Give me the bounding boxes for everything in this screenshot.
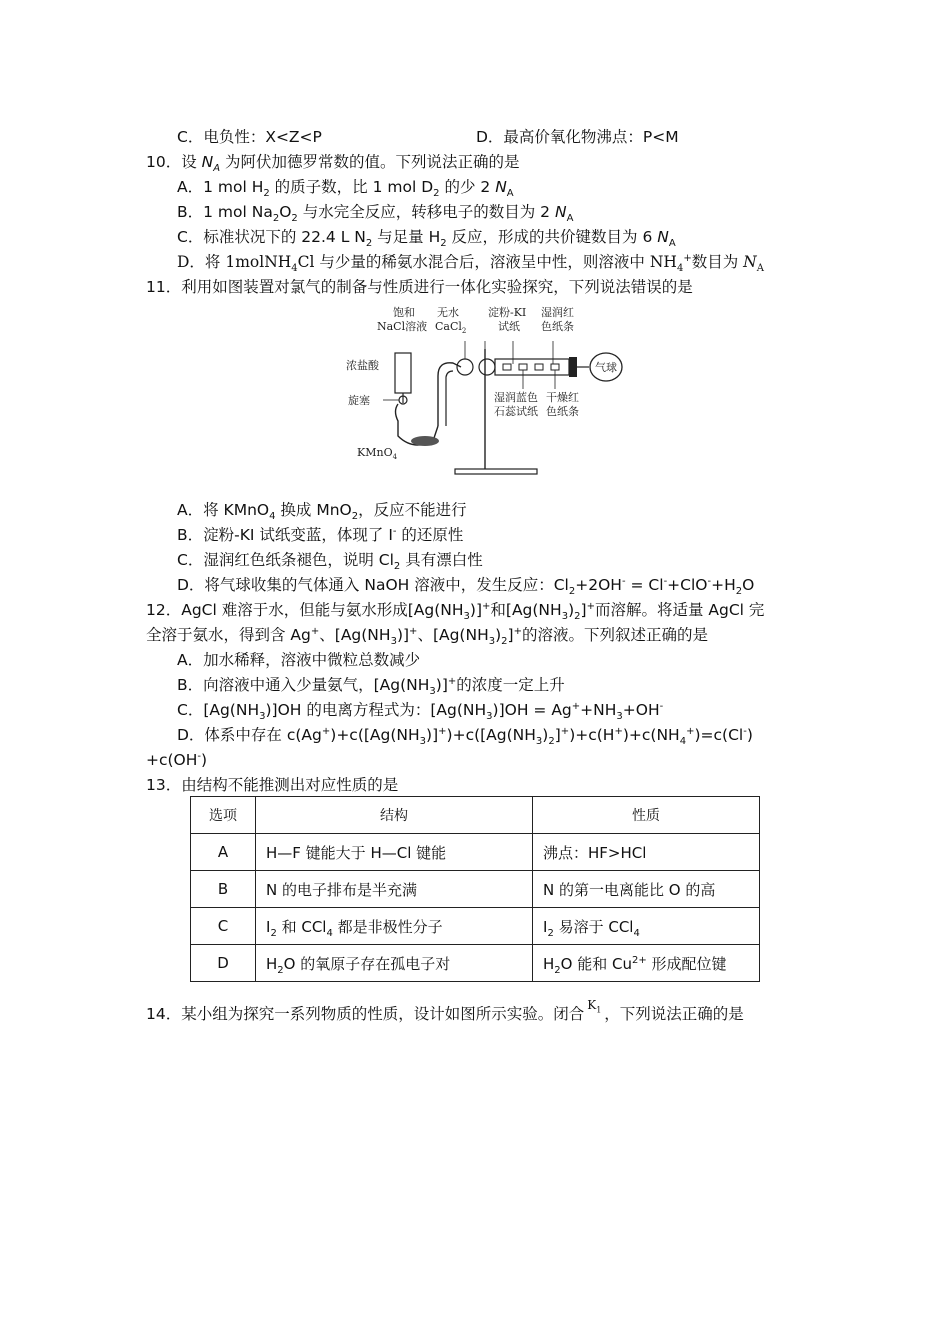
- q12-option-a: A．加水稀释，溶液中微粒总数减少: [177, 651, 421, 669]
- funnel: [395, 353, 411, 393]
- label-wet-red-2: 色纸条: [541, 320, 574, 333]
- q11-option-b: B．淀粉-KI 试纸变蓝，体现了 I- 的还原性: [177, 525, 464, 544]
- row-b-property: N 的第一电离能比 O 的高: [533, 871, 760, 908]
- q9-option-d: D．最高价氧化物沸点：P<M: [476, 128, 679, 146]
- q10-stem: 10．设 $N_A$ 为阿伏加德罗常数的值。下列说法正确的是: [146, 153, 520, 175]
- row-d-structure: $H_2O$ 的氧原子存在孤电子对: [256, 945, 533, 982]
- q10-option-a: A．1 mol $H_2$ 的质子数，比 1 mol $D_2$ 的少 2 $N_A$: [177, 178, 514, 200]
- label-hcl: 浓盐酸: [346, 359, 379, 372]
- nacl-bulb: [457, 359, 473, 375]
- q12-option-c: C．$[Ag(NH_3)]OH$ 的电离方程式为：$[Ag(NH_3)]OH = Ag^++NH_3+OH^-$: [177, 700, 664, 723]
- chlorine-apparatus-diagram: [343, 301, 637, 483]
- q13-table: [190, 796, 760, 982]
- header-structure: 结构: [256, 797, 533, 834]
- cacl2-bulb: [479, 359, 495, 375]
- row-a-option: A: [191, 834, 256, 871]
- label-wet-red-1: 湿润红: [541, 306, 574, 319]
- q11-option-d: D．将气球收集的气体通入 NaOH 溶液中，发生反应：$Cl_2+2OH^- = Cl^-+ClO^-+H_2O$: [177, 575, 755, 598]
- row-a-structure: H—F 键能大于 H—Cl 键能: [256, 834, 533, 871]
- label-nacl-2: NaCl溶液: [377, 320, 428, 333]
- q9-option-c: C．电负性：X<Z<P: [177, 128, 322, 146]
- label-litmus-1: 湿润蓝色: [494, 391, 538, 404]
- table-row: [191, 945, 760, 982]
- q11-option-a: A．将 KMnO$_4$ 换成 MnO$_2$，反应不能进行: [177, 501, 467, 523]
- label-litmus-2: 石蕊试纸: [494, 405, 538, 418]
- label-dry-red-2: 色纸条: [546, 405, 579, 418]
- row-a-property: 沸点：HF>HCl: [533, 834, 760, 871]
- label-cacl2-2: CaCl$_2$: [435, 320, 467, 335]
- q12-option-d-cont: +c(OH-): [146, 750, 208, 769]
- q12-stem-line1: 12．AgCl 难溶于水，但能与氨水形成$[Ag(NH_3)]^+$和$[Ag(NH_3)_2]^+$而溶解。将适量 AgCl 完: [146, 600, 765, 623]
- q14-stem: 14．某小组为探究一系列物质的性质，设计如图所示实验。闭合 $^{K_1}$ ，下列说法正确的是: [146, 998, 744, 1023]
- stand-base: [455, 469, 537, 474]
- table-row: [191, 834, 760, 871]
- q10-option-b: B．1 mol $Na_2O_2$ 与水完全反应，转移电子的数目为 2 $N_A$: [177, 203, 574, 225]
- q12-stem-line2: 全溶于氨水，得到含 Ag+、$[Ag(NH_3)]^+$、$[Ag(NH_3)_2]^+$的溶液。下列叙述正确的是: [146, 625, 709, 648]
- q12-option-b: B．向溶液中通入少量氨气，$[Ag(NH_3)]^+$的浓度一定上升: [177, 675, 565, 698]
- row-b-option: B: [191, 871, 256, 908]
- label-kmno4: KMnO$_4$: [357, 446, 398, 461]
- header-option: 选项: [191, 797, 256, 834]
- row-b-structure: N 的电子排布是半充满: [256, 871, 533, 908]
- header-property: 性质: [533, 797, 760, 834]
- label-cacl2-1: 无水: [437, 306, 459, 319]
- row-c-property: $I_2$ 易溶于 CCl$_4$: [533, 908, 760, 945]
- row-d-option: D: [191, 945, 256, 982]
- label-ki-1: 淀粉-KI: [488, 306, 527, 319]
- q11-option-c: C．湿润红色纸条褪色，说明 $Cl_2$ 具有漂白性: [177, 551, 483, 573]
- kmno4-solid: [411, 436, 439, 446]
- stopper: [569, 357, 577, 377]
- q10-option-d: D．将 1molNH$_4$Cl 与少量的稀氨水混合后，溶液呈中性，则溶液中 $NH_4^+$数目为 $N_A$: [177, 252, 764, 275]
- label-dry-red-1: 干燥红: [546, 391, 579, 404]
- label-nacl-1: 饱和: [393, 306, 415, 319]
- q12-option-d: D．体系中存在 $c(Ag^+)+c([Ag(NH_3)]^+)+c([Ag(NH_3)_2]^+)+c(H^+)+c(NH_4^+)=c(Cl^-)$: [177, 725, 753, 748]
- label-ki-2: 试纸: [498, 320, 520, 333]
- row-c-option: C: [191, 908, 256, 945]
- table-row: [191, 908, 760, 945]
- row-c-structure: $I_2$ 和 CCl$_4$ 都是非极性分子: [256, 908, 533, 945]
- label-balloon: 气球: [595, 361, 617, 374]
- label-valve: 旋塞: [348, 394, 370, 407]
- table-row: [191, 871, 760, 908]
- q10-option-c: C．标准状况下的 22.4 L $N_2$ 与足量 $H_2$ 反应，形成的共价键数目为 6 $N_A$: [177, 228, 676, 250]
- row-d-property: $H_2O$ 能和 $Cu^{2+}$ 形成配位键: [533, 945, 760, 982]
- q13-stem: 13．由结构不能推测出对应性质的是: [146, 776, 399, 794]
- table-header-row: [191, 797, 760, 834]
- q11-stem: 11．利用如图装置对氯气的制备与性质进行一体化实验探究，下列说法错误的是: [146, 278, 693, 296]
